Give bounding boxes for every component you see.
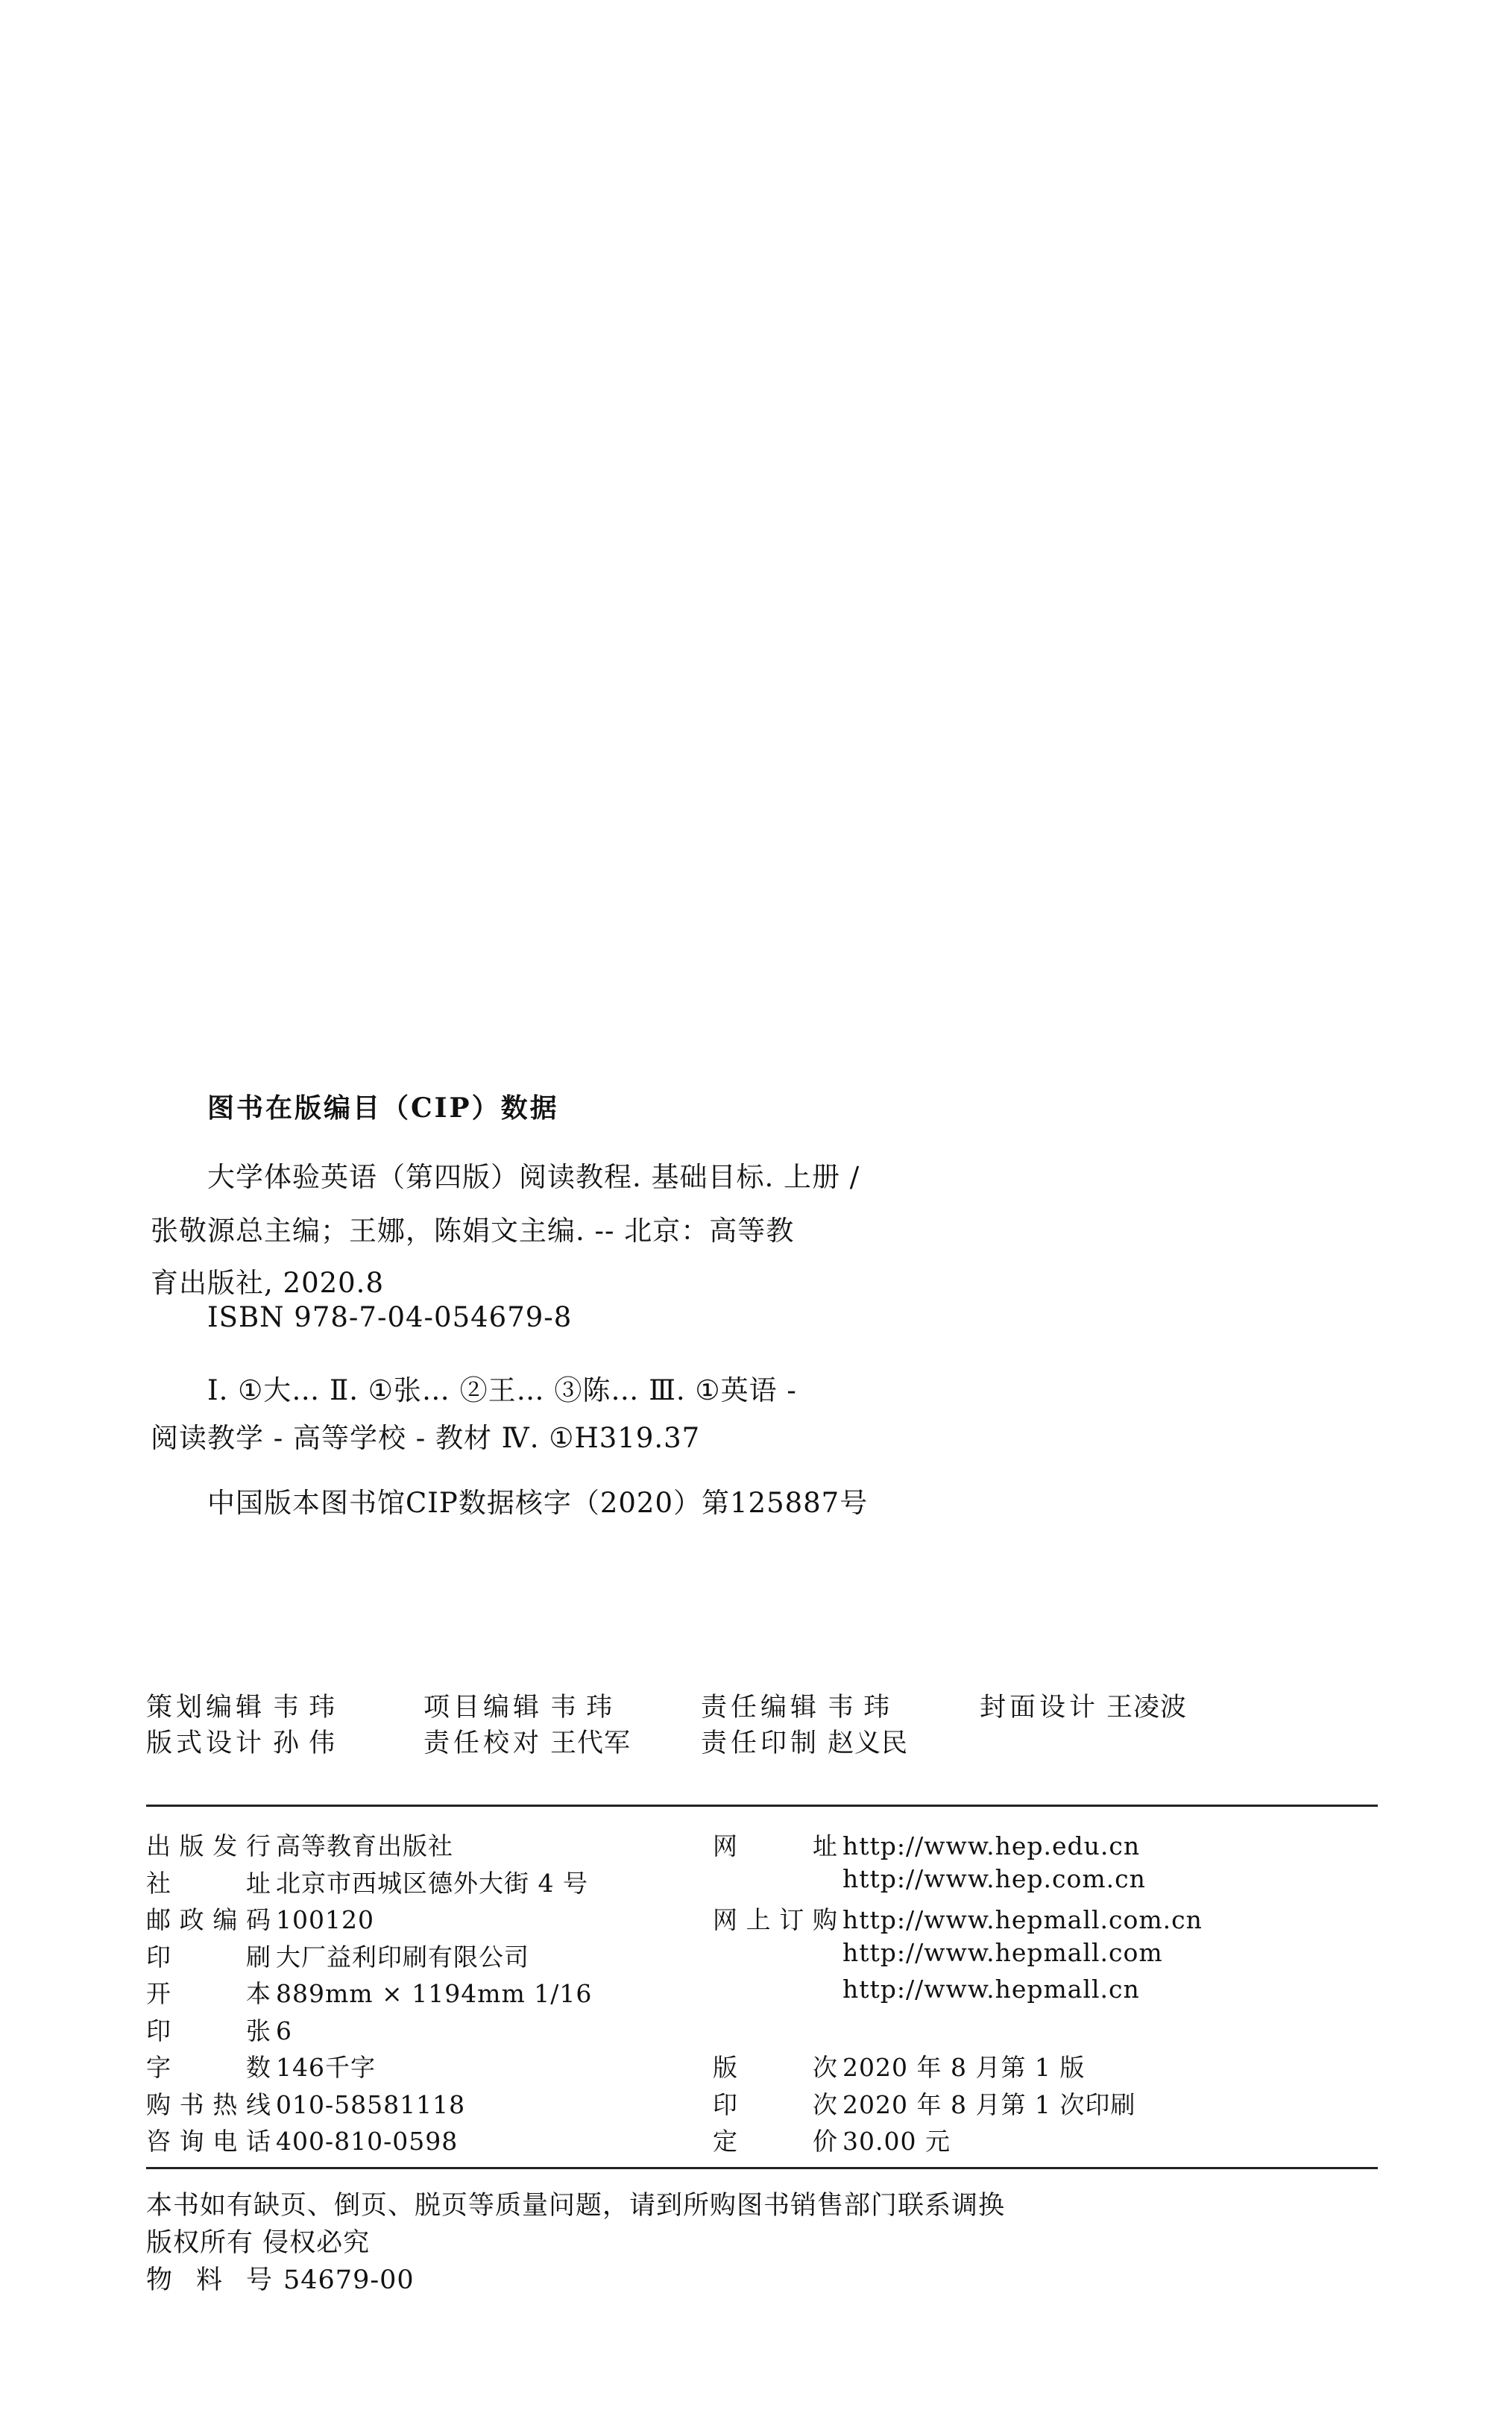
cip-number: 中国版本图书馆CIP数据核字（2020）第125887号 (207, 1487, 869, 1519)
pub-label: 购书热线 (146, 2090, 271, 2119)
material-number (146, 2259, 415, 2297)
pub-row (713, 1938, 1163, 1967)
divider (146, 1805, 1378, 1807)
subject-line: 阅读教学 - 高等学校 - 教材 Ⅳ. ①H319.37 (151, 1422, 701, 1454)
staff-credit (423, 1687, 613, 1724)
subject-line: Ⅰ. ①大… Ⅱ. ①张… ②王… ③陈… Ⅲ. ①英语 - (207, 1374, 797, 1406)
staff-label: 责任印制 (701, 1728, 821, 1758)
pub-value: 2020 年 8 月第 1 次印刷 (842, 2090, 1136, 2119)
pub-value: 北京市西城区德外大街 4 号 (276, 1869, 588, 1898)
material-value: 54679-00 (283, 2265, 415, 2295)
pub-label: 定价 (713, 2127, 838, 2156)
isbn: ISBN 978-7-04-054679-8 (207, 1301, 573, 1333)
pub-row (146, 1864, 588, 1899)
quality-notice: 本书如有缺页、倒页、脱页等质量问题，请到所购图书销售部门联系调换 (146, 2191, 1006, 2221)
pub-label: 咨询电话 (146, 2127, 271, 2156)
pub-label: 出版发行 (146, 1831, 271, 1860)
pub-label: 邮政编码 (146, 1905, 271, 1934)
pub-label: 社址 (146, 1869, 271, 1898)
staff-value: 王代军 (550, 1728, 631, 1758)
staff-value: 赵义民 (828, 1728, 909, 1758)
staff-credit (701, 1723, 908, 1760)
pub-value: 100120 (276, 1905, 374, 1934)
staff-label: 封面设计 (980, 1693, 1100, 1723)
staff-value: 韦 玮 (828, 1693, 891, 1723)
pub-label: 印张 (146, 2016, 271, 2045)
website-link[interactable]: http://www.hep.com.cn (842, 1864, 1146, 1893)
staff-label: 项目编辑 (423, 1693, 544, 1723)
pub-label: 版次 (713, 2053, 838, 2082)
pub-label: 网上订购 (713, 1905, 838, 1934)
staff-value: 孙 伟 (273, 1728, 336, 1758)
staff-label: 责任编辑 (701, 1693, 821, 1723)
pub-value: 高等教育出版社 (276, 1831, 453, 1860)
pub-row (146, 1975, 592, 2010)
order-link[interactable]: http://www.hepmall.com (842, 1938, 1163, 1967)
pub-row (146, 1901, 374, 1936)
pub-label: 印次 (713, 2090, 838, 2119)
pub-value: 146千字 (276, 2053, 376, 2082)
pub-row (713, 2086, 1135, 2121)
pub-row (713, 2048, 1085, 2083)
staff-value: 韦 玮 (273, 1693, 336, 1723)
staff-label: 版式设计 (146, 1728, 266, 1758)
pub-label: 字数 (146, 2053, 271, 2082)
staff-credit (980, 1687, 1187, 1724)
divider (146, 2167, 1378, 2169)
staff-label: 责任校对 (423, 1728, 544, 1758)
pub-value: 010-58581118 (276, 2090, 466, 2119)
staff-credit (146, 1687, 336, 1724)
pub-row (713, 1901, 1203, 1936)
pub-value: 889mm × 1194mm 1/16 (276, 1979, 593, 2008)
cip-line: 张敬源总主编；王娜，陈娟文主编. -- 北京：高等教 (151, 1215, 795, 1247)
material-label: 物料号 (146, 2265, 273, 2295)
pub-row (713, 1864, 1146, 1893)
pub-row (146, 2048, 376, 2083)
pub-row (713, 1827, 1140, 1862)
pub-value: 400-810-0598 (276, 2127, 459, 2156)
pub-value: 大厂益利印刷有限公司 (276, 1943, 529, 1972)
order-link[interactable]: http://www.hepmall.cn (842, 1975, 1140, 2004)
pub-row (146, 1827, 453, 1862)
pub-value: 2020 年 8 月第 1 版 (842, 2053, 1086, 2082)
cip-line: 育出版社, 2020.8 (151, 1267, 384, 1299)
cip-line: 大学体验英语（第四版）阅读教程. 基础目标. 上册 / (207, 1161, 860, 1193)
pub-label: 网址 (713, 1831, 838, 1860)
pub-row (713, 2122, 951, 2157)
pub-value: 6 (276, 2016, 292, 2045)
pub-row (146, 1938, 529, 1973)
pub-label: 印刷 (146, 1943, 271, 1972)
website-link[interactable]: http://www.hep.edu.cn (842, 1831, 1141, 1860)
pub-row (146, 2122, 458, 2157)
pub-row (713, 1975, 1140, 2004)
copyright-notice: 版权所有 侵权必究 (146, 2228, 371, 2258)
cip-heading: 图书在版编目（CIP）数据 (207, 1092, 559, 1124)
staff-label: 策划编辑 (146, 1693, 266, 1723)
staff-credit (701, 1687, 890, 1724)
staff-credit (146, 1723, 336, 1760)
price-value: 30.00 元 (842, 2127, 951, 2156)
pub-row (146, 2012, 292, 2047)
pub-label: 开本 (146, 1979, 271, 2008)
staff-value: 王凌波 (1106, 1693, 1188, 1723)
staff-credit (423, 1723, 631, 1760)
staff-value: 韦 玮 (550, 1693, 614, 1723)
pub-row (146, 2086, 465, 2121)
order-link[interactable]: http://www.hepmall.com.cn (842, 1905, 1203, 1934)
